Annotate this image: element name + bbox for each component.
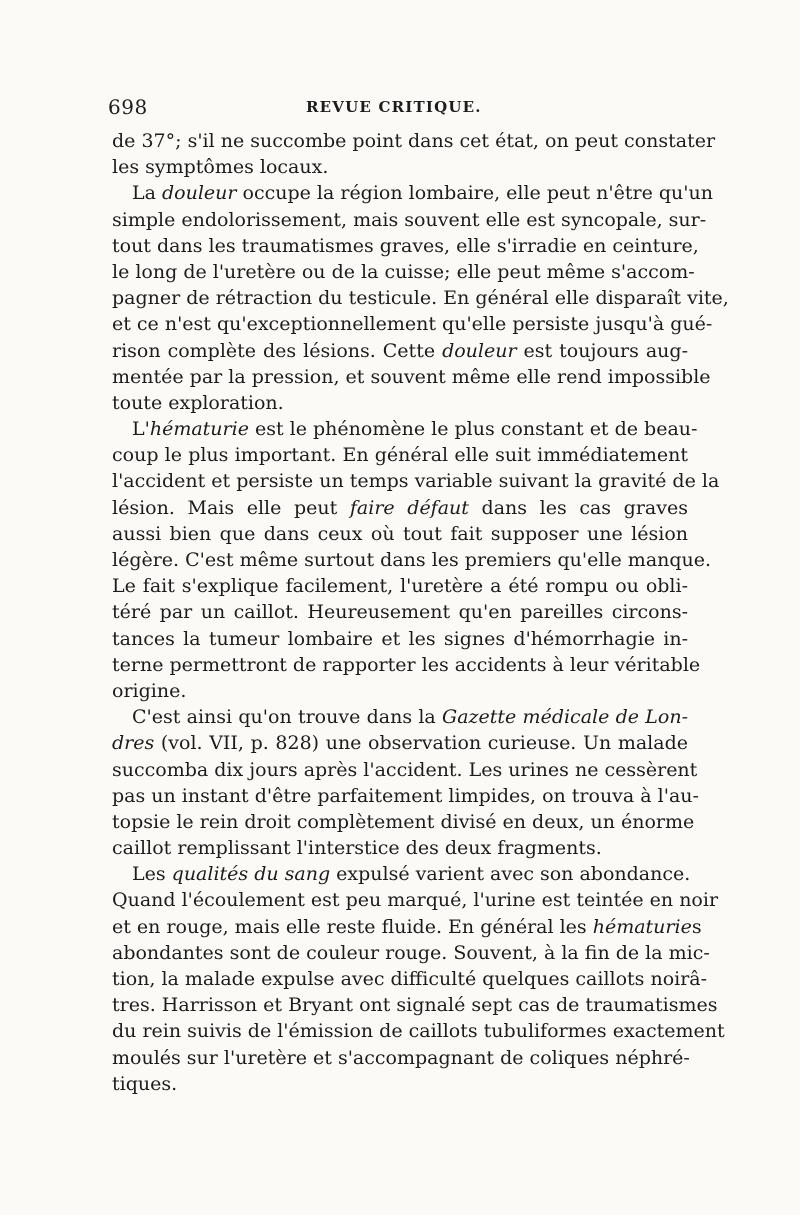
running-head: REVUE CRITIQUE. bbox=[306, 98, 482, 116]
text-line: Les qualités du sang expulsé varient avec son abondance. bbox=[132, 863, 691, 886]
text-line: légère. C'est même surtout dans les premiers qu'elle manque. bbox=[112, 549, 712, 571]
italic-phrase: hématurie bbox=[149, 418, 249, 441]
text-line: Quand l'écoulement est peu marqué, l'urine est teintée en noir bbox=[112, 889, 719, 912]
text-line: et ce n'est qu'exceptionnellement qu'elle persiste jusqu'à gué- bbox=[112, 313, 713, 336]
text-line: tout dans les traumatismes graves, elle s'irradie en ceinture, bbox=[112, 234, 699, 257]
italic-phrase: faire défaut bbox=[349, 496, 469, 519]
text-line: lésion. Mais elle peut faire défaut dans les cas graves bbox=[112, 496, 688, 519]
italic-phrase: Gazette médicale de Lon- bbox=[442, 706, 688, 729]
text-line: terne permettront de rapporter les accidents à leur véritable bbox=[112, 653, 701, 676]
text-line: Le fait s'explique facilement, l'uretère a été rompu ou obli- bbox=[112, 575, 688, 598]
text-line: pagner de rétraction du testicule. En général elle disparaît vite, bbox=[112, 287, 729, 310]
text-line: du rein suivis de l'émission de caillots tubuliformes exactement bbox=[112, 1020, 725, 1043]
italic-phrase: douleur bbox=[161, 182, 237, 205]
text-line: toute exploration. bbox=[112, 391, 284, 414]
text-line: abondantes sont de couleur rouge. Souvent, à la fin de la mic- bbox=[112, 941, 710, 964]
text-line: les symptômes locaux. bbox=[112, 156, 329, 179]
text-line: de 37°; s'il ne succombe point dans cet état, on peut constater bbox=[112, 130, 716, 152]
text-line: simple endolorissement, mais souvent elle est syncopale, sur- bbox=[112, 208, 707, 231]
text-line: téré par un caillot. Heureusement qu'en pareilles circons- bbox=[112, 601, 688, 624]
text-line: tion, la malade expulse avec difficulté quelques caillots noirâ- bbox=[112, 968, 708, 990]
text-line: dres (vol. VII, p. 828) une observation curieuse. Un malade bbox=[112, 732, 688, 755]
page-number: 698 bbox=[108, 95, 148, 119]
text-line: le long de l'uretère ou de la cuisse; elle peut même s'accom- bbox=[112, 260, 695, 283]
text-line: topsie le rein droit complètement divisé en deux, un énorme bbox=[112, 810, 695, 833]
body-text bbox=[112, 128, 729, 1097]
text-line: l'accident et persiste un temps variable suivant la gravité de la bbox=[112, 470, 720, 493]
text-line: caillot remplissant l'interstice des deux fragments. bbox=[112, 837, 602, 860]
italic-phrase: qualités du sang bbox=[171, 863, 331, 886]
text-line: La douleur occupe la région lombaire, elle peut n'être qu'un bbox=[132, 182, 713, 205]
text-line: tiques. bbox=[112, 1072, 178, 1095]
text-line: C'est ainsi qu'on trouve dans la Gazette médicale de Lon- bbox=[132, 706, 688, 729]
text-line: succomba dix jours après l'accident. Les urines ne cessèrent bbox=[112, 758, 698, 781]
italic-phrase: hématurie bbox=[592, 915, 692, 938]
text-line: origine. bbox=[112, 679, 187, 702]
text-line: coup le plus important. En général elle suit immédiatement bbox=[112, 444, 688, 467]
italic-phrase: dres bbox=[112, 732, 155, 755]
text-line: L'hématurie est le phénomène le plus constant et de beau- bbox=[132, 418, 698, 441]
text-line: tances la tumeur lombaire et les signes d'hémorrhagie in- bbox=[112, 627, 688, 650]
text-line: tres. Harrisson et Bryant ont signalé sept cas de traumatismes bbox=[112, 994, 718, 1017]
italic-phrase: douleur bbox=[442, 339, 517, 362]
text-line: rison complète des lésions. Cette douleur est toujours aug- bbox=[112, 339, 689, 362]
page-header bbox=[108, 95, 688, 125]
text-line: pas un instant d'être parfaitement limpides, on trouva à l'au- bbox=[112, 784, 699, 807]
text-line: et en rouge, mais elle reste fluide. En général les hématuries bbox=[112, 915, 702, 938]
text-line: aussi bien que dans ceux où tout fait supposer une lésion bbox=[112, 522, 688, 545]
text-line: moulés sur l'uretère et s'accompagnant de coliques néphré- bbox=[112, 1046, 690, 1069]
text-line: mentée par la pression, et souvent même elle rend impossible bbox=[112, 365, 711, 388]
